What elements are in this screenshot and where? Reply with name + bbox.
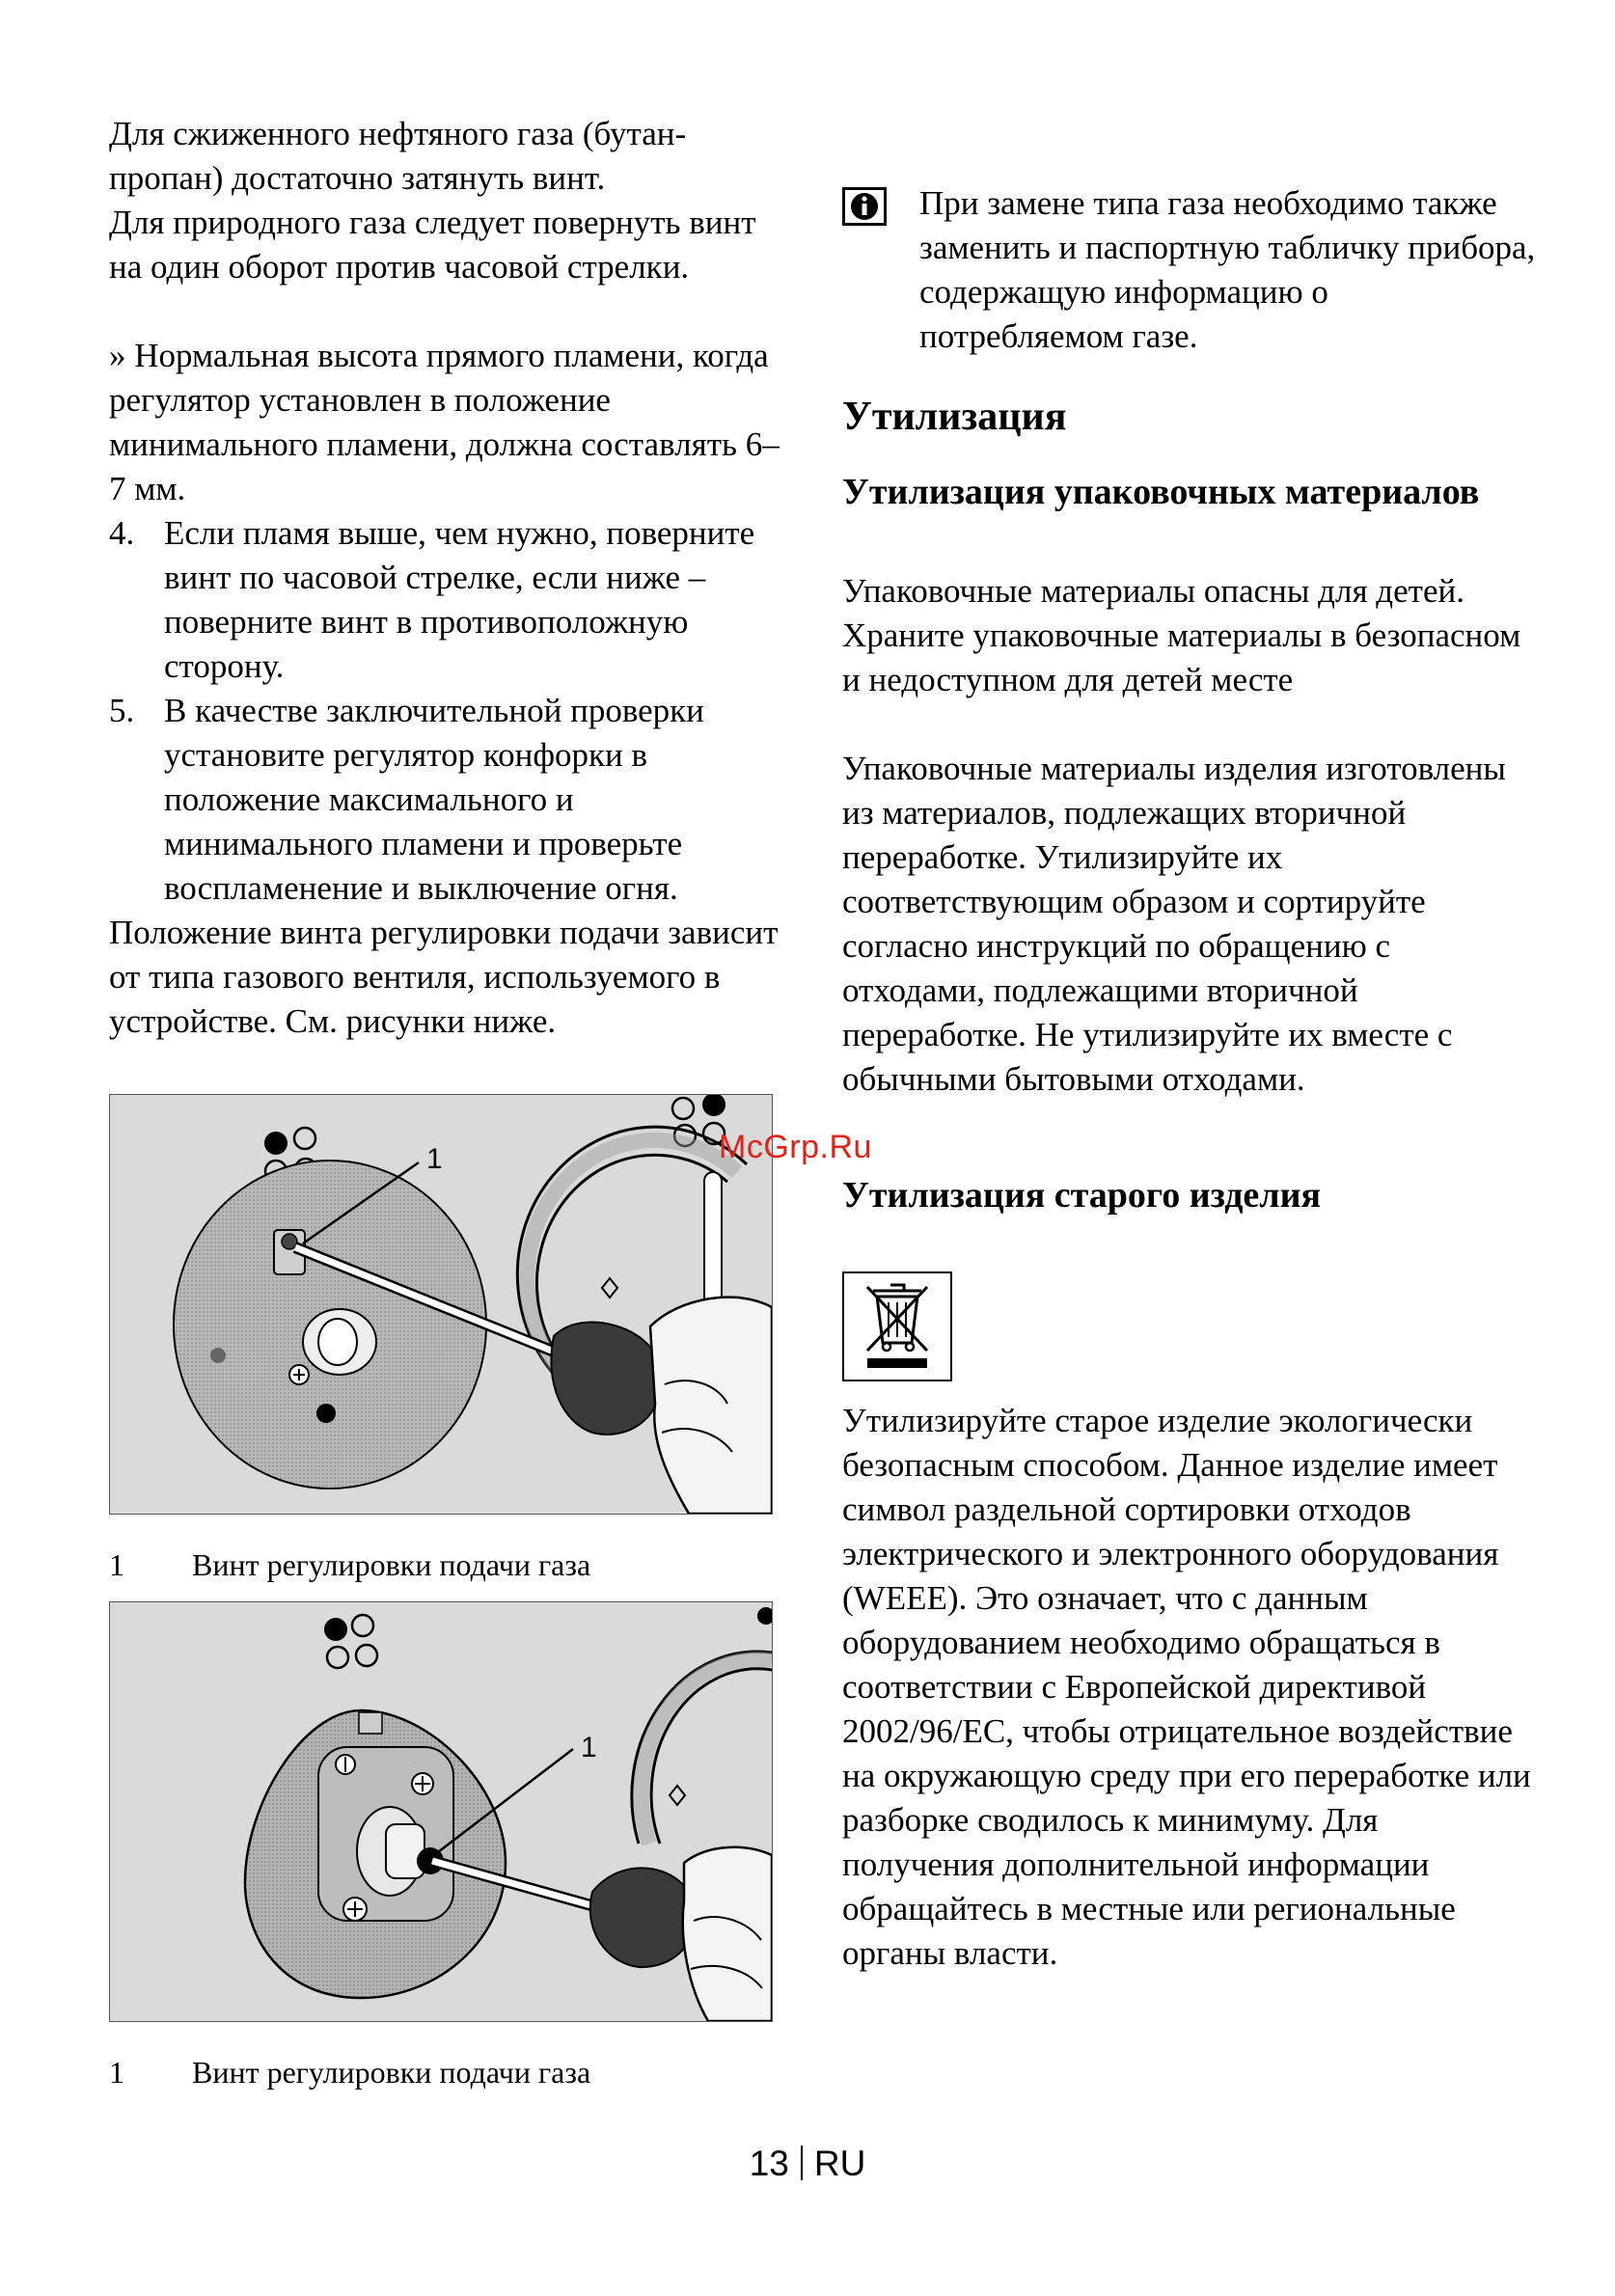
valve-illustration-2 bbox=[110, 1602, 772, 2021]
figure-valve-type-1 bbox=[109, 1094, 773, 1515]
language-code: RU bbox=[813, 2144, 866, 2183]
footer-separator bbox=[801, 2146, 803, 2180]
screw-position-paragraph: Положение винта регулировки подачи зависит от типа газового вентиля, используемого в устройстве. См. рисунки ниже. bbox=[109, 914, 779, 1040]
caption-number: 1 bbox=[109, 1547, 124, 1582]
step-text: В качестве заключительной проверки установите регулятор конфорки в положение максимального и минимального пламени и проверьте воспламенение и выключение огня. bbox=[164, 692, 704, 907]
figure-valve-type-2 bbox=[109, 1601, 773, 2022]
adjustment-steps bbox=[109, 511, 789, 911]
page-footer bbox=[0, 2142, 1615, 2186]
figure2-callout: 1 bbox=[581, 1732, 597, 1763]
step-number: 4. bbox=[109, 514, 135, 552]
caption-text: Винт регулировки подачи газа bbox=[192, 2055, 591, 2090]
old-product-paragraph: Утилизируйте старое изделие экологически безопасным способом. Данное изделие имеет символ раздельной сортировки отходов электрического и электронного оборудования (WEEE). Это означает, что с данным оборудованием необходимо обращаться в соответствии с Европейской директивой 2002/96/EC, чтобы отрицательное воздействие на окружающую среду при его переработке или разборке сводилось к минимуму. Для получения дополнительной информации обращайтесь в местные или региональные органы власти. bbox=[842, 1402, 1531, 1972]
info-note-text: При замене типа газа необходимо также заменить и паспортную табличку прибора, содержащую информацию о потребляемом газе. bbox=[919, 184, 1536, 355]
lpg-paragraph: Для сжиженного нефтяного газа (бутан-пропан) достаточно затянуть винт. bbox=[109, 115, 687, 197]
natural-gas-paragraph: Для природного газа следует повернуть винт на один оборот против часовой стрелки. bbox=[109, 204, 756, 286]
packaging-heading: Утилизация упаковочных материалов bbox=[842, 472, 1480, 512]
list-item bbox=[109, 689, 789, 911]
packaging-paragraph-2: Упаковочные материалы изделия изготовлены из материалов, подлежащих вторичной переработке. Утилизируйте их соответствующим образом и сортируйте согласно инструкций по обращению с отходами, подлежащими вторичной переработке. Не утилизируйте их вместе с обычными бытовыми отходами. bbox=[842, 750, 1506, 1098]
caption-number: 1 bbox=[109, 2055, 124, 2090]
packaging-paragraph-1: Упаковочные материалы опасны для детей. Храните упаковочные материалы в безопасном и недоступном для детей месте bbox=[842, 572, 1521, 698]
step-text: Если пламя выше, чем нужно, поверните винт по часовой стрелке, если ниже – поверните винт в противоположную сторону. bbox=[164, 514, 755, 685]
caption-text: Винт регулировки подачи газа bbox=[192, 1547, 591, 1582]
figure1-caption bbox=[109, 1545, 590, 1584]
figure1-callout: 1 bbox=[426, 1143, 443, 1175]
step-number: 5. bbox=[109, 692, 135, 729]
weee-bin-icon bbox=[842, 1271, 952, 1381]
watermark: McGrp.Ru bbox=[719, 1129, 872, 1165]
figure2-caption bbox=[109, 2053, 590, 2091]
page-number: 13 bbox=[749, 2144, 789, 2183]
info-icon bbox=[842, 187, 887, 226]
old-product-heading: Утилизация старого изделия bbox=[842, 1175, 1322, 1216]
valve-illustration-1 bbox=[110, 1095, 772, 1514]
flame-height-paragraph: » Нормальная высота прямого пламени, когда регулятор установлен в положение минимального пламени, должна составлять 6–7 мм. bbox=[109, 337, 780, 507]
list-item bbox=[109, 511, 789, 689]
section-title: Утилизация bbox=[842, 395, 1067, 439]
